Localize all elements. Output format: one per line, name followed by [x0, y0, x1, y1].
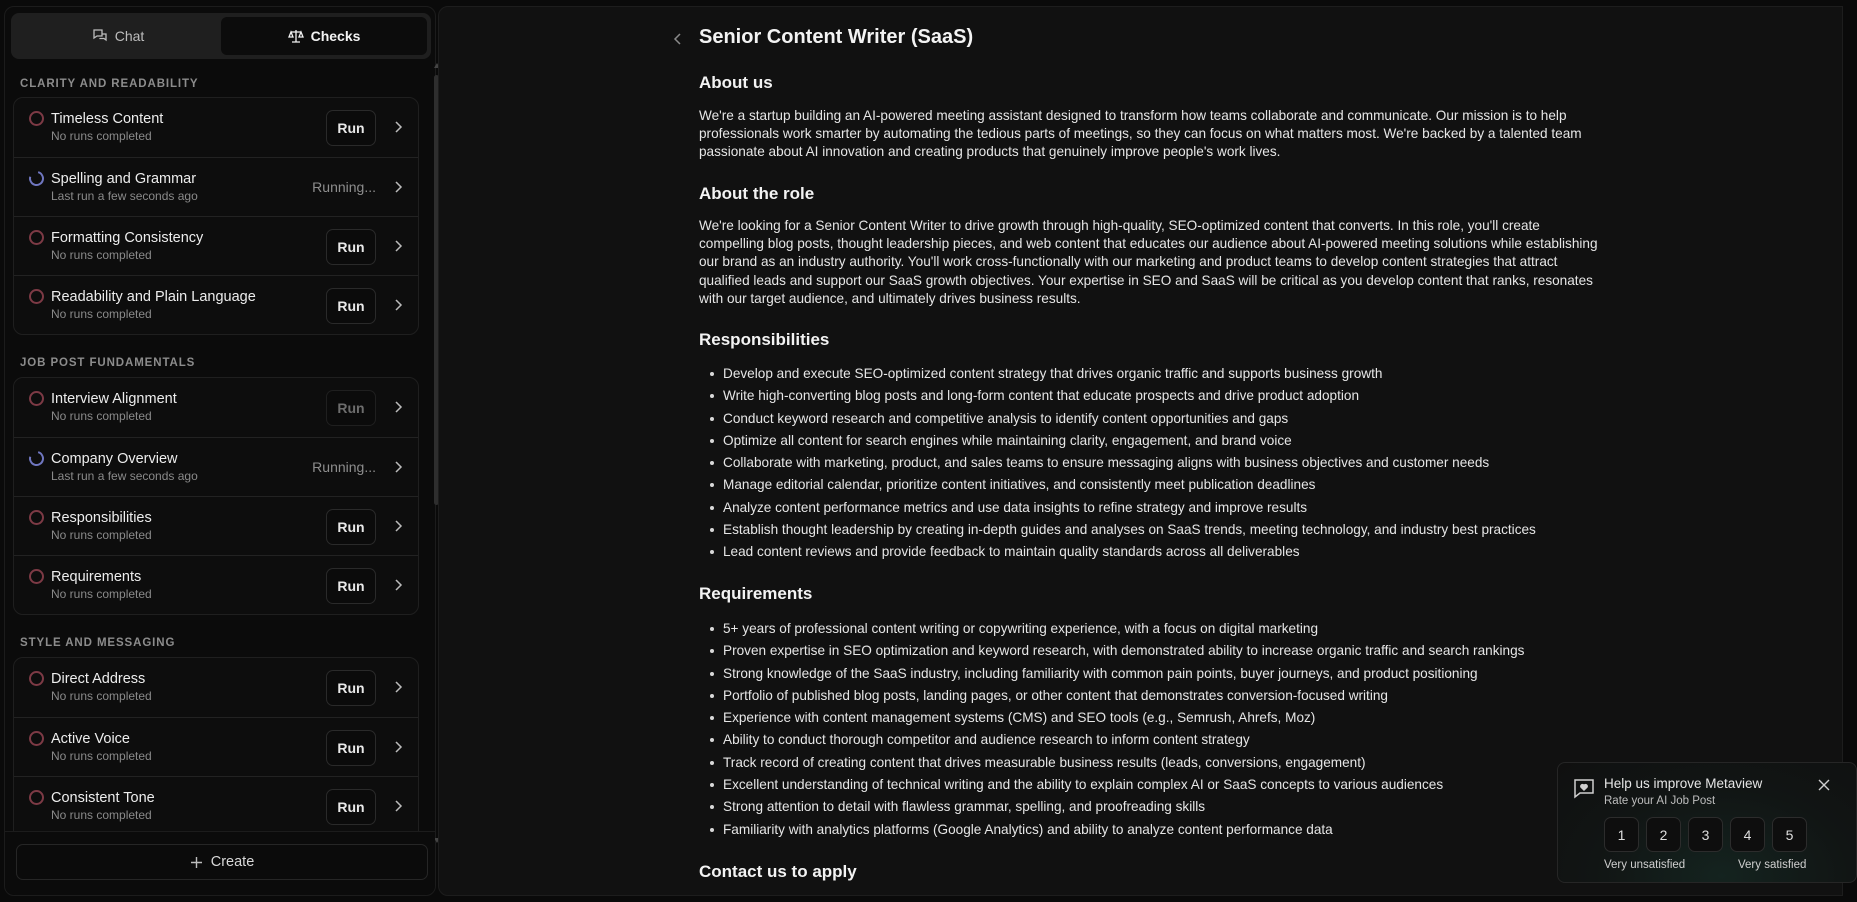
- spinner-icon: [26, 448, 46, 468]
- plus-icon: [190, 856, 203, 869]
- checks-sidebar: [4, 6, 436, 896]
- chevron-right-icon[interactable]: [392, 577, 404, 593]
- check-name: Formatting Consistency: [51, 230, 204, 246]
- tab-checks[interactable]: [221, 17, 427, 55]
- check-row[interactable]: [14, 216, 418, 275]
- rating-button-3[interactable]: 3: [1688, 817, 1723, 852]
- check-name: Company Overview: [51, 451, 178, 467]
- check-status-text: Last run a few seconds ago: [51, 189, 198, 203]
- back-chevron-icon[interactable]: [671, 29, 685, 49]
- chevron-right-icon[interactable]: [392, 119, 404, 135]
- check-row[interactable]: [14, 437, 418, 496]
- page-title: Senior Content Writer (SaaS): [699, 26, 974, 48]
- check-group-card: [13, 377, 419, 615]
- check-status-text: No runs completed: [51, 689, 152, 703]
- check-status-text: No runs completed: [51, 129, 152, 143]
- run-button[interactable]: Run: [326, 509, 376, 545]
- list-item: Analyze content performance metrics and use data insights to refine strategy and improve results: [699, 497, 1536, 519]
- checks-list: [5, 67, 429, 822]
- check-name: Interview Alignment: [51, 391, 177, 407]
- list-item: Manage editorial calendar, prioritize content initiatives, and consistently meet publication deadlines: [699, 474, 1536, 496]
- section-heading-requirements: Requirements: [699, 584, 813, 603]
- chevron-right-icon[interactable]: [392, 238, 404, 254]
- run-button-disabled[interactable]: Run: [326, 390, 376, 426]
- check-status-text: No runs completed: [51, 409, 152, 423]
- list-item: Proven expertise in SEO optimization and keyword research, with demonstrated ability to increase organic traffic and search rankings: [699, 640, 1524, 662]
- check-row[interactable]: [14, 378, 418, 437]
- list-item: Collaborate with marketing, product, and sales teams to ensure messaging aligns with business objectives and customer needs: [699, 452, 1536, 474]
- check-status-text: No runs completed: [51, 587, 152, 601]
- running-label: Running...: [312, 179, 376, 195]
- status-idle-icon: [29, 671, 44, 686]
- status-idle-icon: [29, 731, 44, 746]
- check-name: Responsibilities: [51, 510, 152, 526]
- status-idle-icon: [29, 790, 44, 805]
- list-item: Conduct keyword research and competitive analysis to identify content opportunities and gaps: [699, 408, 1536, 430]
- check-row[interactable]: [14, 98, 418, 157]
- list-item: Develop and execute SEO-optimized content strategy that drives organic traffic and supports business growth: [699, 363, 1536, 385]
- status-idle-icon: [29, 510, 44, 525]
- section-heading-contact: Contact us to apply: [699, 862, 857, 881]
- responsibilities-list: [699, 363, 1536, 564]
- group-title: JOB POST FUNDAMENTALS: [20, 357, 196, 369]
- status-idle-icon: [29, 230, 44, 245]
- group-title: CLARITY AND READABILITY: [20, 78, 199, 90]
- list-item: Write high-converting blog posts and long-form content that educate prospects and drive product adoption: [699, 385, 1536, 407]
- run-button[interactable]: Run: [326, 730, 376, 766]
- rating-button-4[interactable]: 4: [1730, 817, 1765, 852]
- sidebar-tabs: [11, 13, 431, 59]
- run-button[interactable]: Run: [326, 288, 376, 324]
- section-heading-about-us: About us: [699, 73, 773, 92]
- check-name: Spelling and Grammar: [51, 171, 197, 187]
- check-row[interactable]: [14, 275, 418, 334]
- chevron-right-icon[interactable]: [392, 179, 404, 195]
- chevron-right-icon[interactable]: [392, 459, 404, 475]
- section-heading-about-role: About the role: [699, 184, 815, 203]
- rating-high-label: Very satisfied: [1738, 859, 1807, 871]
- about-us-text: We're a startup building an AI-powered meeting assistant designed to transform how teams collaborate and communicate. Our mission is to help professionals work smarter by automating the tedious parts of meetings, so they can focus on what matters most. We're backed by a talented team passionate about AI innovation and creating products that genuinely improve people's work lives.: [699, 108, 1582, 160]
- list-item: Optimize all content for search engines while maintaining clarity, engagement, and brand voice: [699, 430, 1536, 452]
- list-item: Track record of creating content that drives measurable business results (leads, conversions, engagement): [699, 752, 1524, 774]
- check-name: Readability and Plain Language: [51, 289, 256, 305]
- chevron-right-icon[interactable]: [392, 798, 404, 814]
- run-button[interactable]: Run: [326, 110, 376, 146]
- check-row[interactable]: [14, 496, 418, 555]
- check-name: Direct Address: [51, 671, 146, 687]
- list-item: Portfolio of published blog posts, landing pages, or other content that demonstrates conversion-focused writing: [699, 685, 1524, 707]
- check-status-text: No runs completed: [51, 749, 152, 763]
- check-status-text: No runs completed: [51, 528, 152, 542]
- check-status-text: No runs completed: [51, 248, 152, 262]
- create-footer: [5, 831, 435, 895]
- rating-button-1[interactable]: 1: [1604, 817, 1639, 852]
- chat-bubbles-icon: [92, 28, 108, 44]
- chat-heart-icon: [1573, 778, 1595, 800]
- chevron-right-icon[interactable]: [392, 739, 404, 755]
- chevron-right-icon[interactable]: [392, 399, 404, 415]
- run-button[interactable]: Run: [326, 568, 376, 604]
- status-idle-icon: [29, 111, 44, 126]
- list-item: Experience with content management systems (CMS) and SEO tools (e.g., Semrush, Ahrefs, Moz): [699, 707, 1524, 729]
- check-status-text: Last run a few seconds ago: [51, 469, 198, 483]
- create-button[interactable]: [16, 844, 428, 880]
- rating-low-label: Very unsatisfied: [1604, 859, 1686, 871]
- run-button[interactable]: Run: [326, 670, 376, 706]
- check-row[interactable]: [14, 776, 418, 835]
- list-item: Ability to conduct thorough competitor and audience research to inform content strategy: [699, 729, 1524, 751]
- status-idle-icon: [29, 569, 44, 584]
- check-status-text: No runs completed: [51, 307, 152, 321]
- running-label: Running...: [312, 459, 376, 475]
- check-name: Consistent Tone: [51, 790, 155, 806]
- spinner-icon: [26, 168, 46, 188]
- feedback-title: Help us improve Metaview: [1604, 776, 1763, 791]
- run-button[interactable]: Run: [326, 229, 376, 265]
- scale-icon: [288, 28, 304, 44]
- rating-buttons: [1604, 817, 1807, 852]
- requirements-list: [699, 618, 1524, 841]
- check-row[interactable]: [14, 658, 418, 717]
- rating-button-5[interactable]: 5: [1772, 817, 1807, 852]
- list-item: Excellent understanding of technical writing and the ability to explain complex AI or SaaS concepts to various audiences: [699, 774, 1524, 796]
- check-row[interactable]: [14, 717, 418, 776]
- check-row[interactable]: [14, 157, 418, 216]
- check-status-text: No runs completed: [51, 808, 152, 822]
- check-name: Requirements: [51, 569, 142, 585]
- chevron-right-icon[interactable]: [392, 297, 404, 313]
- about-role-text: We're looking for a Senior Content Writer to drive growth through high-quality, SEO-optimized content that converts. In this role, you'll create compelling blog posts, thought leadership pieces, and web content that educates our audience about AI-powered meeting solutions while establishing our brand as an industry authority. You'll work cross-functionally with our marketing and product teams to develop content strategies that attract qualified leads and support our SaaS growth objectives. Your expertise in SEO and SaaS will be critical as you develop content that ranks, resonates with our target audience, and ultimately drives business results.: [699, 218, 1598, 306]
- run-button[interactable]: Run: [326, 789, 376, 825]
- check-group-card: [13, 97, 419, 335]
- list-item: Establish thought leadership by creating in-depth guides and analyses on SaaS trends, meeting technology, and industry best practices: [699, 519, 1536, 541]
- feedback-widget: [1557, 762, 1857, 883]
- section-heading-responsibilities: Responsibilities: [699, 330, 830, 349]
- tab-chat-label: Chat: [114, 28, 145, 44]
- feedback-subtitle: Rate your AI Job Post: [1604, 795, 1716, 807]
- check-name: Timeless Content: [51, 111, 164, 127]
- status-idle-icon: [29, 391, 44, 406]
- chevron-right-icon[interactable]: [392, 679, 404, 695]
- create-label: Create: [210, 854, 255, 870]
- tab-checks-label: Checks: [310, 28, 361, 44]
- chevron-right-icon[interactable]: [392, 518, 404, 534]
- list-item: Strong attention to detail with flawless grammar, spelling, and proofreading skills: [699, 796, 1524, 818]
- check-row[interactable]: [14, 555, 418, 614]
- check-name: Active Voice: [51, 731, 130, 747]
- tab-chat[interactable]: [15, 17, 221, 55]
- list-item: Strong knowledge of the SaaS industry, including familiarity with common pain points, buyer journeys, and product positioning: [699, 663, 1524, 685]
- status-idle-icon: [29, 289, 44, 304]
- list-item: 5+ years of professional content writing or copywriting experience, with a focus on digital marketing: [699, 618, 1524, 640]
- list-item: Lead content reviews and provide feedback to maintain quality standards across all deliverables: [699, 541, 1536, 563]
- list-item: Familiarity with analytics platforms (Google Analytics) and ability to analyze content performance data: [699, 819, 1524, 841]
- close-icon[interactable]: [1818, 779, 1830, 791]
- rating-button-2[interactable]: 2: [1646, 817, 1681, 852]
- group-title: STYLE AND MESSAGING: [20, 637, 176, 649]
